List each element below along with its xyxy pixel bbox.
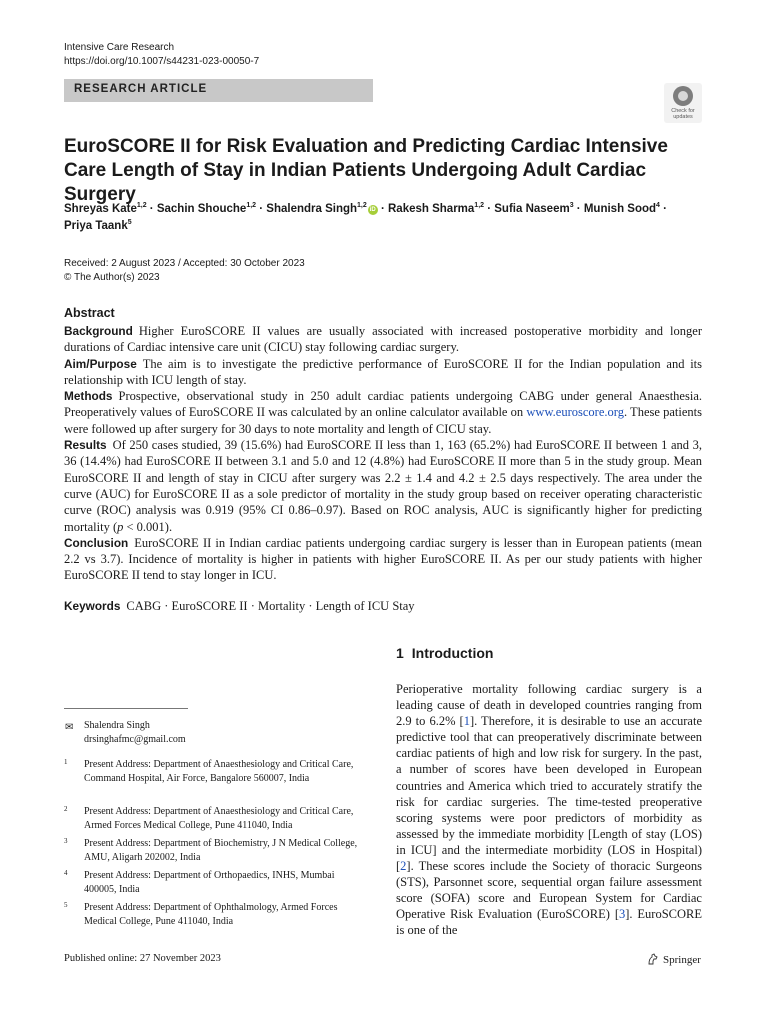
abstract-text: The aim is to investigate the predictive performance of EuroSCORE II for the Indian population and its relationship with ICU length of stay. — [64, 356, 702, 387]
author-affiliation: 1,2 — [246, 202, 257, 210]
keywords — [64, 598, 704, 614]
footnote — [64, 805, 364, 833]
article-title: EuroSCORE II for Risk Evaluation and Predicting Cardiac Intensive Care Length of Stay in Indian Patients Undergoing Adult Cardiac Surgery — [64, 136, 668, 205]
abstract-label: Results — [64, 438, 107, 453]
footnote-number: 5 — [64, 901, 68, 909]
abstract-text: Prospective, observational study in 250 adult cardiac patients undergoing CABG under general Anaesthesia. Preoperatively values of EuroSCORE II was calculated by an online calculator available on — [64, 389, 702, 420]
author-name[interactable]: Sufia Naseem — [494, 203, 570, 215]
corresponding-email[interactable]: drsinghafmc@gmail.com — [84, 734, 186, 745]
abstract-conclusion — [64, 535, 702, 584]
author-name[interactable]: Sachin Shouche — [156, 203, 247, 215]
citation-link[interactable]: 3 — [618, 907, 626, 922]
article-type-banner — [64, 79, 373, 102]
keywords-text: CABG · EuroSCORE II · Mortality · Length of ICU Stay — [126, 599, 415, 613]
author-name[interactable]: Rakesh Sharma — [388, 203, 475, 215]
footnote-text: Present Address: Department of Orthopaedics, INHS, Mumbai 400005, India — [84, 870, 335, 895]
corresponding-name: Shalendra Singh — [84, 720, 150, 731]
citation-link[interactable]: 1 — [463, 714, 470, 729]
copyright-notice: © The Author(s) 2023 — [64, 272, 160, 283]
euroscore-link[interactable]: www.euroscore.org — [526, 405, 624, 420]
author-separator: · — [659, 203, 667, 215]
keywords-label: Keywords — [64, 599, 121, 613]
abstract-text: Higher EuroSCORE II values are usually associated with increased postoperative morbidity and longer durations of Cardiac intensive care unit (CICU) stay following cardiac surgery. — [64, 324, 702, 355]
abstract-text: < 0.001). — [123, 519, 173, 534]
footnote-text: Present Address: Department of Ophthalmology, Armed Forces Medical College, Pune 411040, India — [84, 902, 338, 927]
footnote-text: Present Address: Department of Anaesthesiology and Critical Care, Armed Forces Medical College, Pune 411040, India — [84, 806, 354, 831]
abstract-label: Methods — [64, 389, 113, 404]
section-number: 1 — [396, 645, 404, 661]
footnote-divider — [64, 708, 188, 709]
author-separator: · — [377, 203, 388, 215]
abstract-aim — [64, 356, 702, 389]
footnote-text: Present Address: Department of Anaesthesiology and Critical Care, Command Hospital, Air Force, Bangalore 560007, India — [84, 759, 354, 784]
footnote-number: 2 — [64, 805, 68, 813]
abstract-text: EuroSCORE II in Indian cardiac patients undergoing cardiac surgery is lesser than in European patients (mean 2.2 vs 3.7). Incidence of mortality is higher in patients with higher EuroSCORE II. As per our study patients with higher EuroSCORE II tend to stay longer in ICU. — [64, 535, 702, 583]
abstract-background — [64, 323, 702, 356]
check-for-updates-badge[interactable] — [664, 83, 702, 123]
author-list-line-2 — [64, 218, 132, 234]
author-affiliation: 1,2 — [357, 202, 367, 210]
author-name[interactable]: Priya Taank — [64, 220, 128, 232]
author-name[interactable]: Munish Sood — [583, 203, 657, 215]
footnote-number: 4 — [64, 869, 68, 877]
springer-horse-icon — [647, 953, 659, 965]
author-separator: · — [146, 203, 157, 215]
author-name[interactable]: Shalendra Singh — [266, 203, 358, 215]
corresponding-author — [64, 719, 186, 747]
section-title: Introduction — [411, 645, 494, 661]
author-affiliation: 3 — [569, 202, 574, 210]
abstract-label: Conclusion — [64, 535, 129, 550]
footnote — [64, 901, 364, 929]
author-affiliation: 5 — [127, 219, 132, 227]
intro-text: ]. Therefore, it is desirable to use an accurate predictive tool that can preoperatively discriminate between cardiac patients of high and low risk for surgery. In the past, a number of scores have been developed in European countries and America which tried to accurately stratify the risk for cardiac surgeries. The time-tested preoperative scoring systems were poor predictors of morbidity as assessed by the immediate morbidity [Length of stay (LOS) in ICU] and the intermediate morbidity (LOS in Hospital) [ — [396, 714, 702, 874]
abstract-methods — [64, 388, 702, 437]
author-list-line-1 — [64, 201, 667, 217]
intro-text: Perioperative mortality following cardiac surgery is a leading cause of death in developed countries ranging from 2.9 to 6.2% [ — [396, 682, 702, 729]
envelope-icon: ✉ — [65, 722, 74, 733]
publisher-name: Springer — [663, 954, 701, 966]
article-type-label: RESEARCH ARTICLE — [74, 83, 208, 95]
footnote-number: 1 — [64, 758, 68, 766]
abstract-body — [64, 323, 702, 584]
intro-text: ]. EuroSCORE is one of the — [396, 907, 702, 938]
author-name[interactable]: Shreyas Kate — [64, 203, 137, 215]
publisher-logo — [647, 953, 701, 966]
author-separator: · — [256, 203, 267, 215]
author-affiliation: 1,2 — [136, 202, 147, 210]
abstract-text: Of 250 cases studied, 39 (15.6%) had EuroSCORE II less than 1, 163 (65.2%) had EuroSCORE II between 1 and 3, 36 (14.4%) had EuroSCORE II between 3.1 and 5.0 and 12 (4.8%) had EuroSCORE II more than 5 in the study group. Mean EuroSCORE II and length of stay in CICU after surgery was 2.2 ± 1.4 and 4.2 ± 2.5 days respectively. The area under the curve (AUC) for EuroSCORE II as a sole predictor of mortality in the study group based on receiver operating characteristic curve (ROC) analysis was 0.919 (95% CI 0.86–0.97). Based on ROC analysis, AUC is significantly higher for predicting mortality ( — [64, 438, 702, 534]
abstract-label: Aim/Purpose — [64, 356, 137, 371]
received-accepted-dates: Received: 2 August 2023 / Accepted: 30 October 2023 — [64, 258, 305, 269]
author-separator: · — [484, 203, 495, 215]
abstract-heading: Abstract — [64, 306, 115, 320]
abstract-results — [64, 437, 702, 535]
introduction-body — [396, 681, 702, 939]
footnote — [64, 758, 364, 786]
author-separator: · — [573, 203, 584, 215]
published-online-date: Published online: 27 November 2023 — [64, 953, 221, 964]
author-affiliation: 1,2 — [474, 202, 485, 210]
doi-link[interactable]: https://doi.org/10.1007/s44231-023-00050-7 — [64, 56, 260, 67]
check-updates-icon — [673, 86, 693, 106]
author-affiliation: 4 — [656, 202, 660, 210]
check-updates-line1: Check for — [671, 108, 695, 114]
abstract-text: . These patients were followed up after surgery for 30 days to note mortality and length of CICU stay. — [64, 405, 702, 436]
orcid-icon[interactable]: iD — [369, 207, 376, 213]
abstract-label: Background — [64, 324, 133, 338]
footnote — [64, 869, 364, 897]
journal-name: Intensive Care Research — [64, 42, 175, 53]
introduction-heading — [396, 645, 493, 661]
intro-text: ]. These scores include the Society of thoracic Surgeons (STS), Parsonnet score, sequential organ failure assessment score (SOFA) score and European System for Cardiac Operative Risk Evaluation (EuroSCORE) [ — [396, 859, 702, 922]
footnote-text: Present Address: Department of Biochemistry, J N Medical College, AMU, Aligarh 202002, India — [84, 838, 358, 863]
citation-link[interactable]: 2 — [400, 859, 407, 874]
footnote-number: 3 — [64, 837, 68, 845]
p-value-symbol: p — [117, 519, 124, 534]
check-updates-line2: updates — [673, 114, 693, 120]
footnote — [64, 837, 364, 865]
